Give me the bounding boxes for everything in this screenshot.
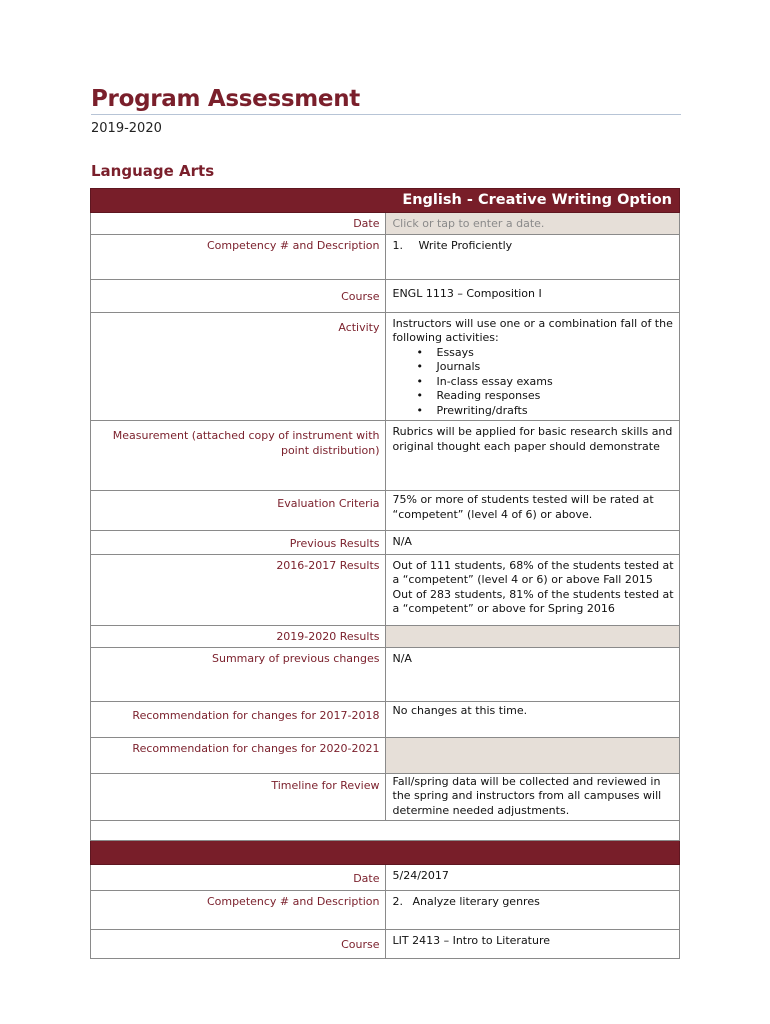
activity-item: • Journals [437, 360, 675, 375]
page-title: Program Assessment [91, 86, 360, 112]
activity-intro: Instructors will use one or a combination fall of the following activities: [392, 316, 673, 344]
date-value: 5/24/2017 [385, 865, 680, 891]
rec-2017-label: Recommendation for changes for 2017-2018 [91, 701, 386, 737]
rec-2020-field[interactable] [385, 737, 680, 773]
results-2016-fall: Out of 111 students, 68% of the students tested at a “competent” (level 4 or 6) or above Fall 2015 [392, 558, 674, 586]
title-rule [91, 114, 681, 115]
previous-results-value: N/A [385, 531, 680, 555]
competency-number: 1. [392, 238, 403, 252]
competency-text: Write Proficiently [418, 238, 513, 252]
course-value: LIT 2413 – Intro to Literature [385, 930, 680, 959]
competency-label: Competency # and Description [91, 234, 386, 279]
row-evaluation [91, 491, 680, 531]
activity-item: • In-class essay exams [437, 375, 675, 390]
assessment-table [90, 188, 680, 959]
activity-list [393, 346, 675, 419]
date-label: Date [91, 865, 386, 891]
rec-2017-value: No changes at this time. [385, 701, 680, 737]
results-2019-label: 2019-2020 Results [91, 625, 386, 647]
block2-header [91, 841, 680, 865]
row-course-2 [91, 930, 680, 959]
spacer-cell [91, 821, 680, 841]
timeline-label: Timeline for Review [91, 773, 386, 821]
previous-results-label: Previous Results [91, 531, 386, 555]
competency-label: Competency # and Description [91, 891, 386, 930]
course-label: Course [91, 930, 386, 959]
rec-2020-label: Recommendation for changes for 2020-2021 [91, 737, 386, 773]
row-results-2019 [91, 625, 680, 647]
row-course [91, 279, 680, 312]
timeline-value: Fall/spring data will be collected and reviewed in the spring and instructors from all campuses will determine needed adjustments. [385, 773, 680, 821]
results-2016-spring: Out of 283 students, 81% of the students tested at a “competent” or above for Spring 2016 [392, 587, 674, 615]
block2-header-row [91, 841, 680, 865]
row-summary [91, 647, 680, 701]
row-date-2 [91, 865, 680, 891]
row-results-2016 [91, 554, 680, 625]
competency-value [385, 234, 680, 279]
summary-value: N/A [385, 647, 680, 701]
row-activity [91, 312, 680, 421]
course-label: Course [91, 279, 386, 312]
evaluation-label: Evaluation Criteria [91, 491, 386, 531]
row-rec-2020 [91, 737, 680, 773]
summary-label: Summary of previous changes [91, 647, 386, 701]
measurement-value: Rubrics will be applied for basic research skills and original thought each paper should demonstrate [385, 421, 680, 491]
row-competency-2 [91, 891, 680, 930]
row-competency [91, 234, 680, 279]
measurement-label: Measurement (attached copy of instrument with point distribution) [91, 421, 386, 491]
course-value: ENGL 1113 – Composition I [385, 279, 680, 312]
activity-item: • Prewriting/drafts [437, 404, 675, 419]
activity-value [385, 312, 680, 421]
date-label: Date [91, 213, 386, 235]
date-placeholder[interactable]: Click or tap to enter a date. [392, 217, 545, 230]
year-label: 2019-2020 [91, 121, 162, 136]
results-2016-label: 2016-2017 Results [91, 554, 386, 625]
section-heading: Language Arts [91, 162, 215, 180]
competency-text: Analyze literary genres [412, 895, 540, 908]
row-timeline [91, 773, 680, 821]
row-measurement [91, 421, 680, 491]
results-2019-field[interactable] [385, 625, 680, 647]
results-2016-value [385, 554, 680, 625]
row-date [91, 213, 680, 235]
competency-value [385, 891, 680, 930]
block1-header: English - Creative Writing Option [91, 189, 680, 213]
row-rec-2017 [91, 701, 680, 737]
row-previous-results [91, 531, 680, 555]
competency-number: 2. [392, 895, 403, 908]
evaluation-value: 75% or more of students tested will be rated at “competent” (level 4 of 6) or above. [385, 491, 680, 531]
spacer-row [91, 821, 680, 841]
block1-header-row [91, 189, 680, 213]
activity-item: • Essays [437, 346, 675, 361]
date-picker-field[interactable] [385, 213, 680, 235]
activity-item: • Reading responses [437, 389, 675, 404]
activity-label: Activity [91, 312, 386, 421]
